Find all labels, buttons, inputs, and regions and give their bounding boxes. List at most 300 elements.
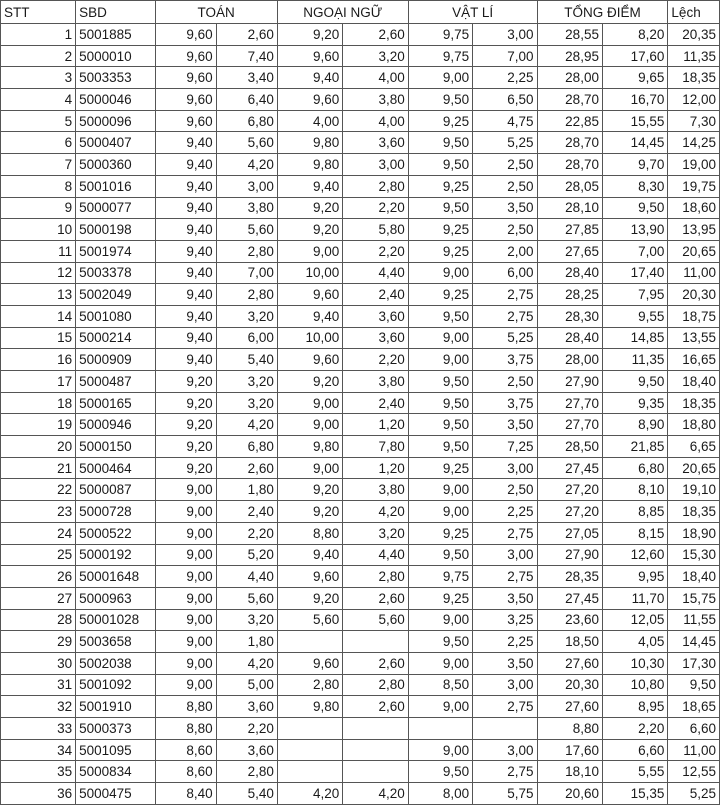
sbd-cell: 5000834 xyxy=(76,761,155,783)
sbd-cell: 50001648 xyxy=(76,566,155,588)
tong-diem-cell: 28,25 xyxy=(537,284,602,306)
sbd-cell: 5003658 xyxy=(76,631,155,653)
toan-other-cell: 5,60 xyxy=(216,219,277,241)
vat-li-score-cell: 9,25 xyxy=(408,110,472,132)
vat-li-other-cell: 2,75 xyxy=(473,761,537,783)
vat-li-other-cell: 7,00 xyxy=(473,45,537,67)
tong-diem-other-cell: 7,00 xyxy=(602,240,667,262)
table-row xyxy=(1,609,720,631)
stt-cell: 32 xyxy=(1,696,76,718)
sbd-cell: 5000192 xyxy=(76,544,155,566)
tong-diem-cell: 28,55 xyxy=(537,24,602,46)
tong-diem-cell: 27,60 xyxy=(537,652,602,674)
toan-score-cell: 9,60 xyxy=(155,67,216,89)
tong-diem-other-cell: 15,35 xyxy=(602,783,667,805)
stt-cell: 18 xyxy=(1,392,76,414)
sbd-cell: 5000046 xyxy=(76,89,155,111)
stt-cell: 33 xyxy=(1,718,76,740)
lech-cell: 11,00 xyxy=(668,739,720,761)
ngoai-ngu-score-cell: 9,00 xyxy=(277,240,342,262)
toan-other-cell: 3,20 xyxy=(216,392,277,414)
toan-score-cell: 9,40 xyxy=(155,349,216,371)
table-row xyxy=(1,349,720,371)
stt-cell: 30 xyxy=(1,652,76,674)
ngoai-ngu-score-cell xyxy=(277,718,342,740)
ngoai-ngu-other-cell: 4,40 xyxy=(343,262,408,284)
stt-cell: 3 xyxy=(1,67,76,89)
sbd-cell: 5000407 xyxy=(76,132,155,154)
vat-li-score-cell: 9,75 xyxy=(408,45,472,67)
vat-li-other-cell: 3,25 xyxy=(473,609,537,631)
vat-li-score-cell: 8,50 xyxy=(408,674,472,696)
toan-score-cell: 9,60 xyxy=(155,24,216,46)
tong-diem-other-cell: 9,65 xyxy=(602,67,667,89)
toan-score-cell: 9,40 xyxy=(155,284,216,306)
vat-li-other-cell: 2,50 xyxy=(473,175,537,197)
vat-li-score-cell: 9,50 xyxy=(408,197,472,219)
stt-cell: 29 xyxy=(1,631,76,653)
ngoai-ngu-other-cell: 5,60 xyxy=(343,609,408,631)
table-row xyxy=(1,219,720,241)
toan-other-cell: 3,20 xyxy=(216,609,277,631)
header-sbd: SBD xyxy=(76,1,155,24)
vat-li-other-cell: 7,25 xyxy=(473,436,537,458)
tong-diem-other-cell: 11,35 xyxy=(602,349,667,371)
vat-li-score-cell: 9,00 xyxy=(408,67,472,89)
lech-cell: 19,00 xyxy=(668,154,720,176)
tong-diem-cell: 23,60 xyxy=(537,609,602,631)
lech-cell: 9,50 xyxy=(668,674,720,696)
tong-diem-cell: 27,20 xyxy=(537,479,602,501)
toan-score-cell: 9,00 xyxy=(155,544,216,566)
tong-diem-other-cell: 14,45 xyxy=(602,132,667,154)
tong-diem-cell: 28,05 xyxy=(537,175,602,197)
tong-diem-other-cell: 7,95 xyxy=(602,284,667,306)
tong-diem-cell: 8,80 xyxy=(537,718,602,740)
ngoai-ngu-other-cell: 2,20 xyxy=(343,349,408,371)
toan-other-cell: 2,40 xyxy=(216,501,277,523)
lech-cell: 11,55 xyxy=(668,609,720,631)
stt-cell: 28 xyxy=(1,609,76,631)
vat-li-score-cell xyxy=(408,718,472,740)
sbd-cell: 50001028 xyxy=(76,609,155,631)
ngoai-ngu-other-cell: 2,40 xyxy=(343,392,408,414)
stt-cell: 24 xyxy=(1,522,76,544)
stt-cell: 14 xyxy=(1,305,76,327)
tong-diem-cell: 27,45 xyxy=(537,457,602,479)
vat-li-other-cell: 4,75 xyxy=(473,110,537,132)
toan-other-cell: 3,40 xyxy=(216,67,277,89)
stt-cell: 36 xyxy=(1,783,76,805)
tong-diem-other-cell: 8,90 xyxy=(602,414,667,436)
vat-li-other-cell: 3,00 xyxy=(473,24,537,46)
lech-cell: 18,80 xyxy=(668,414,720,436)
table-row xyxy=(1,631,720,653)
ngoai-ngu-score-cell: 10,00 xyxy=(277,262,342,284)
tong-diem-cell: 27,65 xyxy=(537,240,602,262)
tong-diem-cell: 27,45 xyxy=(537,587,602,609)
lech-cell: 11,35 xyxy=(668,45,720,67)
toan-other-cell: 5,40 xyxy=(216,783,277,805)
lech-cell: 6,65 xyxy=(668,436,720,458)
ngoai-ngu-other-cell: 2,80 xyxy=(343,674,408,696)
ngoai-ngu-other-cell: 1,20 xyxy=(343,457,408,479)
ngoai-ngu-score-cell: 9,80 xyxy=(277,132,342,154)
toan-other-cell: 4,20 xyxy=(216,652,277,674)
table-row xyxy=(1,718,720,740)
ngoai-ngu-other-cell: 4,20 xyxy=(343,501,408,523)
stt-cell: 20 xyxy=(1,436,76,458)
lech-cell: 18,35 xyxy=(668,501,720,523)
ngoai-ngu-other-cell: 4,20 xyxy=(343,783,408,805)
stt-cell: 25 xyxy=(1,544,76,566)
ngoai-ngu-score-cell: 8,80 xyxy=(277,522,342,544)
ngoai-ngu-other-cell xyxy=(343,761,408,783)
toan-score-cell: 8,80 xyxy=(155,718,216,740)
ngoai-ngu-other-cell: 5,80 xyxy=(343,219,408,241)
lech-cell: 13,55 xyxy=(668,327,720,349)
ngoai-ngu-score-cell: 9,80 xyxy=(277,154,342,176)
vat-li-score-cell: 9,25 xyxy=(408,175,472,197)
toan-other-cell: 3,60 xyxy=(216,739,277,761)
toan-other-cell: 6,80 xyxy=(216,110,277,132)
vat-li-other-cell: 2,25 xyxy=(473,631,537,653)
tong-diem-other-cell: 8,15 xyxy=(602,522,667,544)
vat-li-score-cell: 9,75 xyxy=(408,24,472,46)
ngoai-ngu-score-cell: 9,00 xyxy=(277,392,342,414)
table-row xyxy=(1,479,720,501)
vat-li-score-cell: 9,00 xyxy=(408,696,472,718)
sbd-cell: 5000087 xyxy=(76,479,155,501)
tong-diem-cell: 27,90 xyxy=(537,371,602,393)
toan-other-cell: 2,60 xyxy=(216,457,277,479)
toan-score-cell: 9,20 xyxy=(155,371,216,393)
vat-li-score-cell: 8,00 xyxy=(408,783,472,805)
toan-score-cell: 9,40 xyxy=(155,132,216,154)
ngoai-ngu-other-cell: 2,60 xyxy=(343,24,408,46)
toan-other-cell: 3,00 xyxy=(216,175,277,197)
vat-li-other-cell: 2,25 xyxy=(473,501,537,523)
tong-diem-cell: 28,10 xyxy=(537,197,602,219)
ngoai-ngu-score-cell: 9,40 xyxy=(277,544,342,566)
tong-diem-other-cell: 8,30 xyxy=(602,175,667,197)
ngoai-ngu-other-cell: 4,00 xyxy=(343,67,408,89)
ngoai-ngu-score-cell: 9,40 xyxy=(277,175,342,197)
sbd-cell: 5001910 xyxy=(76,696,155,718)
sbd-cell: 5000373 xyxy=(76,718,155,740)
toan-score-cell: 9,40 xyxy=(155,197,216,219)
lech-cell: 18,90 xyxy=(668,522,720,544)
toan-other-cell: 3,60 xyxy=(216,696,277,718)
lech-cell: 7,30 xyxy=(668,110,720,132)
ngoai-ngu-score-cell: 2,80 xyxy=(277,674,342,696)
header-vat-li: VẬT LÍ xyxy=(408,1,537,24)
lech-cell: 11,00 xyxy=(668,262,720,284)
toan-other-cell: 2,20 xyxy=(216,522,277,544)
vat-li-other-cell: 2,75 xyxy=(473,284,537,306)
ngoai-ngu-score-cell: 9,20 xyxy=(277,24,342,46)
table-row xyxy=(1,89,720,111)
header-stt: STT xyxy=(1,1,76,24)
ngoai-ngu-score-cell: 4,00 xyxy=(277,110,342,132)
toan-other-cell: 5,20 xyxy=(216,544,277,566)
ngoai-ngu-other-cell: 2,20 xyxy=(343,240,408,262)
tong-diem-other-cell: 9,50 xyxy=(602,371,667,393)
toan-other-cell: 2,80 xyxy=(216,240,277,262)
tong-diem-cell: 28,70 xyxy=(537,132,602,154)
sbd-cell: 5000096 xyxy=(76,110,155,132)
vat-li-other-cell: 2,50 xyxy=(473,479,537,501)
toan-other-cell: 6,40 xyxy=(216,89,277,111)
vat-li-score-cell: 9,50 xyxy=(408,414,472,436)
ngoai-ngu-other-cell: 2,20 xyxy=(343,197,408,219)
sbd-cell: 5000010 xyxy=(76,45,155,67)
lech-cell: 15,30 xyxy=(668,544,720,566)
tong-diem-other-cell: 17,60 xyxy=(602,45,667,67)
vat-li-other-cell: 3,00 xyxy=(473,544,537,566)
toan-score-cell: 9,40 xyxy=(155,219,216,241)
ngoai-ngu-other-cell: 2,60 xyxy=(343,696,408,718)
ngoai-ngu-other-cell: 4,00 xyxy=(343,110,408,132)
ngoai-ngu-score-cell: 9,60 xyxy=(277,89,342,111)
vat-li-other-cell: 2,50 xyxy=(473,154,537,176)
toan-score-cell: 9,40 xyxy=(155,154,216,176)
toan-score-cell: 9,40 xyxy=(155,305,216,327)
tong-diem-other-cell: 4,05 xyxy=(602,631,667,653)
vat-li-other-cell: 5,25 xyxy=(473,327,537,349)
table-row xyxy=(1,284,720,306)
vat-li-other-cell: 3,50 xyxy=(473,414,537,436)
tong-diem-other-cell: 16,70 xyxy=(602,89,667,111)
toan-score-cell: 9,00 xyxy=(155,501,216,523)
vat-li-score-cell: 9,00 xyxy=(408,327,472,349)
vat-li-other-cell: 5,75 xyxy=(473,783,537,805)
ngoai-ngu-other-cell: 2,60 xyxy=(343,587,408,609)
tong-diem-cell: 28,35 xyxy=(537,566,602,588)
vat-li-other-cell: 2,75 xyxy=(473,566,537,588)
ngoai-ngu-other-cell: 3,60 xyxy=(343,132,408,154)
sbd-cell: 5000475 xyxy=(76,783,155,805)
table-row xyxy=(1,587,720,609)
tong-diem-cell: 20,60 xyxy=(537,783,602,805)
sbd-cell: 5000165 xyxy=(76,392,155,414)
tong-diem-cell: 28,95 xyxy=(537,45,602,67)
stt-cell: 2 xyxy=(1,45,76,67)
lech-cell: 20,65 xyxy=(668,457,720,479)
lech-cell: 5,25 xyxy=(668,783,720,805)
table-body xyxy=(1,24,720,805)
vat-li-score-cell: 9,00 xyxy=(408,739,472,761)
toan-other-cell: 1,80 xyxy=(216,631,277,653)
stt-cell: 10 xyxy=(1,219,76,241)
vat-li-other-cell: 3,00 xyxy=(473,674,537,696)
lech-cell: 18,40 xyxy=(668,566,720,588)
vat-li-other-cell: 3,00 xyxy=(473,457,537,479)
tong-diem-other-cell: 5,55 xyxy=(602,761,667,783)
ngoai-ngu-other-cell: 3,00 xyxy=(343,154,408,176)
vat-li-score-cell: 9,50 xyxy=(408,544,472,566)
toan-other-cell: 4,20 xyxy=(216,154,277,176)
ngoai-ngu-score-cell: 9,00 xyxy=(277,457,342,479)
toan-score-cell: 9,40 xyxy=(155,262,216,284)
stt-cell: 23 xyxy=(1,501,76,523)
vat-li-score-cell: 9,25 xyxy=(408,587,472,609)
toan-score-cell: 8,40 xyxy=(155,783,216,805)
toan-other-cell: 4,20 xyxy=(216,414,277,436)
vat-li-score-cell: 9,25 xyxy=(408,219,472,241)
ngoai-ngu-score-cell xyxy=(277,631,342,653)
sbd-cell: 5000150 xyxy=(76,436,155,458)
sbd-cell: 5002038 xyxy=(76,652,155,674)
header-toan: TOÁN xyxy=(155,1,277,24)
tong-diem-other-cell: 6,80 xyxy=(602,457,667,479)
tong-diem-other-cell: 9,95 xyxy=(602,566,667,588)
toan-score-cell: 9,00 xyxy=(155,609,216,631)
tong-diem-other-cell: 21,85 xyxy=(602,436,667,458)
vat-li-score-cell: 9,75 xyxy=(408,566,472,588)
vat-li-score-cell: 9,50 xyxy=(408,392,472,414)
lech-cell: 18,60 xyxy=(668,197,720,219)
table-row xyxy=(1,696,720,718)
tong-diem-other-cell: 11,70 xyxy=(602,587,667,609)
toan-score-cell: 9,40 xyxy=(155,327,216,349)
sbd-cell: 5000909 xyxy=(76,349,155,371)
ngoai-ngu-score-cell: 10,00 xyxy=(277,327,342,349)
table-row xyxy=(1,24,720,46)
toan-score-cell: 8,60 xyxy=(155,761,216,783)
toan-other-cell: 5,60 xyxy=(216,132,277,154)
toan-other-cell: 6,00 xyxy=(216,327,277,349)
sbd-cell: 5000728 xyxy=(76,501,155,523)
ngoai-ngu-score-cell: 9,60 xyxy=(277,349,342,371)
table-row xyxy=(1,414,720,436)
toan-score-cell: 9,00 xyxy=(155,674,216,696)
vat-li-score-cell: 9,25 xyxy=(408,240,472,262)
lech-cell: 18,65 xyxy=(668,696,720,718)
stt-cell: 22 xyxy=(1,479,76,501)
vat-li-score-cell: 9,00 xyxy=(408,501,472,523)
ngoai-ngu-other-cell: 3,80 xyxy=(343,479,408,501)
ngoai-ngu-score-cell: 9,60 xyxy=(277,284,342,306)
toan-other-cell: 7,40 xyxy=(216,45,277,67)
vat-li-other-cell: 5,25 xyxy=(473,132,537,154)
tong-diem-other-cell: 9,50 xyxy=(602,197,667,219)
stt-cell: 12 xyxy=(1,262,76,284)
lech-cell: 19,10 xyxy=(668,479,720,501)
stt-cell: 13 xyxy=(1,284,76,306)
ngoai-ngu-other-cell: 3,20 xyxy=(343,45,408,67)
vat-li-other-cell: 3,00 xyxy=(473,739,537,761)
vat-li-other-cell: 6,00 xyxy=(473,262,537,284)
stt-cell: 9 xyxy=(1,197,76,219)
header-tong-diem: TỔNG ĐIỂM xyxy=(537,1,668,24)
tong-diem-other-cell: 8,10 xyxy=(602,479,667,501)
table-row xyxy=(1,783,720,805)
ngoai-ngu-other-cell: 3,60 xyxy=(343,305,408,327)
stt-cell: 21 xyxy=(1,457,76,479)
ngoai-ngu-other-cell xyxy=(343,718,408,740)
tong-diem-cell: 27,70 xyxy=(537,414,602,436)
lech-cell: 20,30 xyxy=(668,284,720,306)
toan-other-cell: 2,60 xyxy=(216,24,277,46)
ngoai-ngu-other-cell: 3,60 xyxy=(343,327,408,349)
toan-other-cell: 3,80 xyxy=(216,197,277,219)
vat-li-other-cell: 2,00 xyxy=(473,240,537,262)
vat-li-score-cell: 9,00 xyxy=(408,349,472,371)
tong-diem-cell: 28,70 xyxy=(537,154,602,176)
sbd-cell: 5000360 xyxy=(76,154,155,176)
vat-li-other-cell: 3,50 xyxy=(473,197,537,219)
tong-diem-cell: 27,90 xyxy=(537,544,602,566)
vat-li-other-cell: 3,50 xyxy=(473,587,537,609)
stt-cell: 11 xyxy=(1,240,76,262)
toan-score-cell: 9,20 xyxy=(155,392,216,414)
sbd-cell: 5003378 xyxy=(76,262,155,284)
tong-diem-other-cell: 15,55 xyxy=(602,110,667,132)
ngoai-ngu-score-cell: 9,60 xyxy=(277,652,342,674)
table-row xyxy=(1,457,720,479)
stt-cell: 8 xyxy=(1,175,76,197)
ngoai-ngu-other-cell xyxy=(343,631,408,653)
header-row xyxy=(1,1,720,24)
vat-li-other-cell: 2,75 xyxy=(473,305,537,327)
table-row xyxy=(1,761,720,783)
header-ngoai-ngu: NGOẠI NGỮ xyxy=(277,1,408,24)
stt-cell: 35 xyxy=(1,761,76,783)
tong-diem-other-cell: 9,70 xyxy=(602,154,667,176)
lech-cell: 18,75 xyxy=(668,305,720,327)
tong-diem-other-cell: 8,20 xyxy=(602,24,667,46)
vat-li-other-cell: 3,50 xyxy=(473,652,537,674)
vat-li-other-cell xyxy=(473,718,537,740)
toan-other-cell: 2,20 xyxy=(216,718,277,740)
stt-cell: 7 xyxy=(1,154,76,176)
sbd-cell: 5000464 xyxy=(76,457,155,479)
table-row xyxy=(1,436,720,458)
ngoai-ngu-other-cell: 3,80 xyxy=(343,371,408,393)
table-row xyxy=(1,739,720,761)
lech-cell: 13,95 xyxy=(668,219,720,241)
stt-cell: 16 xyxy=(1,349,76,371)
ngoai-ngu-score-cell: 9,20 xyxy=(277,197,342,219)
lech-cell: 20,65 xyxy=(668,240,720,262)
table-row xyxy=(1,652,720,674)
tong-diem-cell: 18,50 xyxy=(537,631,602,653)
table-row xyxy=(1,262,720,284)
tong-diem-cell: 27,05 xyxy=(537,522,602,544)
table-row xyxy=(1,371,720,393)
toan-score-cell: 9,60 xyxy=(155,89,216,111)
ngoai-ngu-other-cell: 3,80 xyxy=(343,89,408,111)
vat-li-score-cell: 9,50 xyxy=(408,761,472,783)
toan-other-cell: 5,00 xyxy=(216,674,277,696)
toan-other-cell: 5,40 xyxy=(216,349,277,371)
toan-other-cell: 2,80 xyxy=(216,284,277,306)
stt-cell: 4 xyxy=(1,89,76,111)
vat-li-other-cell: 2,75 xyxy=(473,522,537,544)
toan-other-cell: 3,20 xyxy=(216,371,277,393)
vat-li-score-cell: 9,50 xyxy=(408,436,472,458)
stt-cell: 26 xyxy=(1,566,76,588)
sbd-cell: 5000946 xyxy=(76,414,155,436)
lech-cell: 19,75 xyxy=(668,175,720,197)
lech-cell: 18,35 xyxy=(668,392,720,414)
vat-li-other-cell: 2,50 xyxy=(473,219,537,241)
lech-cell: 14,45 xyxy=(668,631,720,653)
sbd-cell: 5000077 xyxy=(76,197,155,219)
tong-diem-other-cell: 9,55 xyxy=(602,305,667,327)
stt-cell: 19 xyxy=(1,414,76,436)
